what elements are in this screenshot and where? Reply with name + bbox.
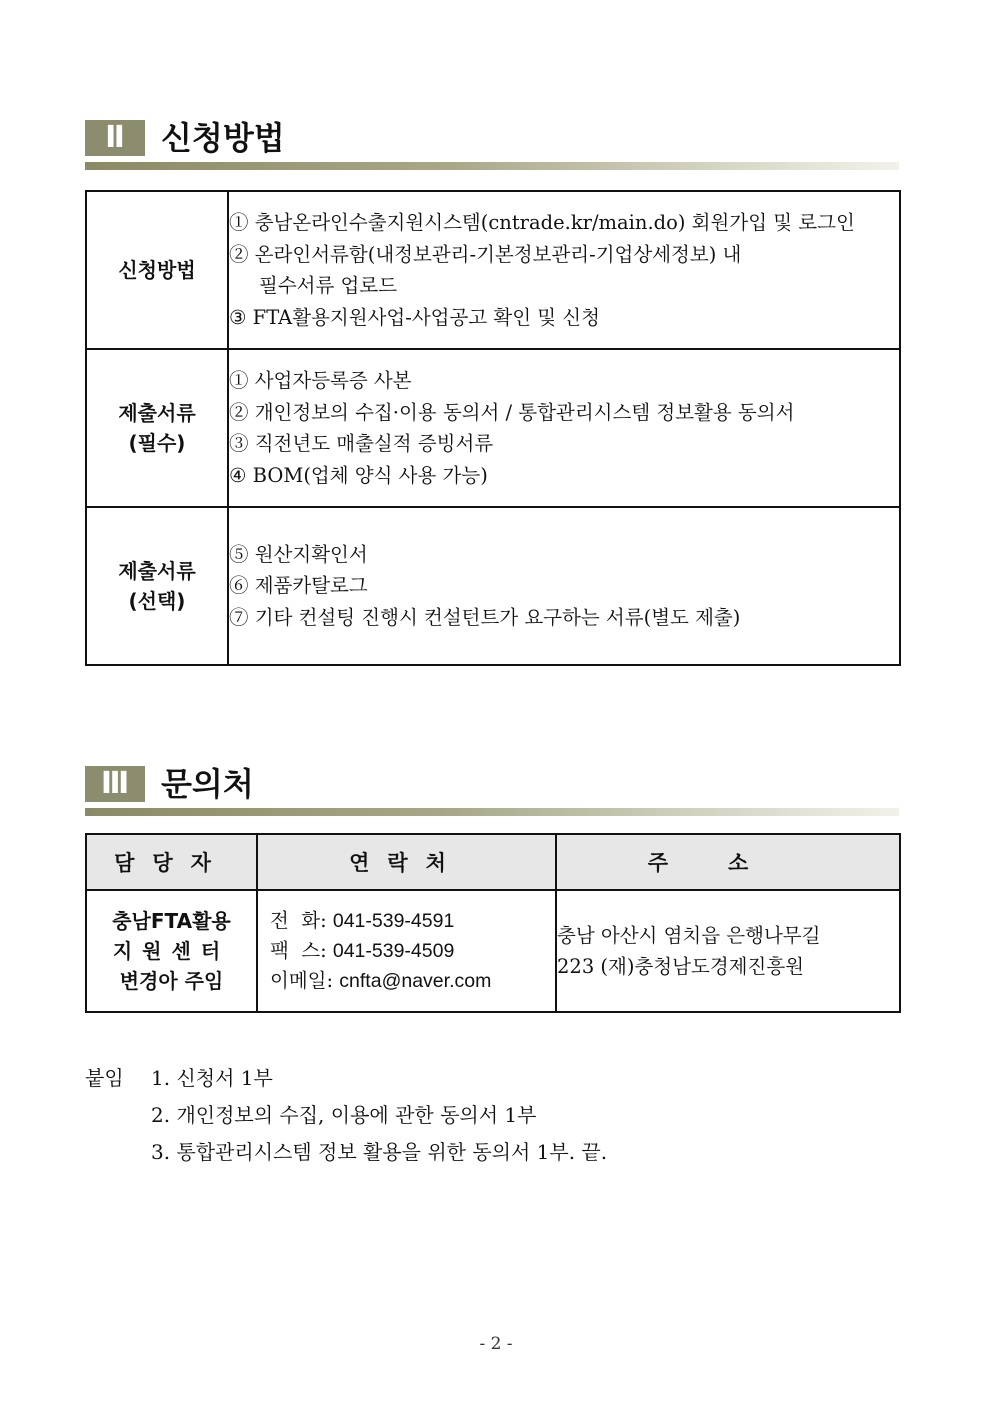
manager-line: 변경아 주임 [119,969,224,993]
section-title: 신청방법 [161,119,285,157]
table-row [86,349,900,507]
list-item: ③ 직전년도 매출실적 증빙서류 [229,432,494,455]
contact-cell [257,890,556,1012]
header-manager: 담당자 [86,834,257,890]
row-label-text: 제출서류 [118,401,196,425]
list-item: ② 개인정보의 수집·이용 동의서 / 통합관리시스템 정보활용 동의서 [229,400,795,424]
attachment-row [85,1060,607,1097]
section-divider [85,808,899,816]
page-number: - 2 - [479,1334,513,1354]
manager-cell [86,890,257,1012]
table-row [86,507,900,665]
row-label-text: (선택) [128,589,186,613]
attachments [85,1060,607,1171]
list-item: ④ BOM(업체 양식 사용 가능) [229,463,488,487]
phone-line [258,906,555,936]
list-item: ⑥ 제품카탈로그 [229,574,368,598]
list-item: ① 사업자등록증 사본 [229,369,412,392]
address-cell [556,890,900,1012]
fax-number: 041-539-4509 [332,940,455,962]
section-number-badge: Ⅲ [85,766,145,802]
header-contact: 연락처 [257,834,556,890]
fax-label: 팩 스: [270,939,327,962]
row-label [86,349,228,507]
address-line: 충남 아산시 염치읍 은행나무길 [557,924,821,947]
row-content [228,349,900,507]
row-label-text: 신청방법 [118,258,196,282]
list-item: ③ FTA활용지원사업-사업공고 확인 및 신청 [229,305,600,329]
attachment-label: 붙임 [85,1066,124,1090]
row-label-text: (필수) [128,431,186,455]
address-line: 223 (재)충청남도경제진흥원 [557,955,805,978]
email-line [258,966,555,996]
row-content [228,507,900,665]
list-item: ① 충남온라인수출지원시스템(cntrade.kr/main.do) 회원가입 및 로그인 [229,211,855,234]
row-label [86,191,228,349]
attachment-item: 2. 개인정보의 수집, 이용에 관한 동의서 1부 [151,1103,537,1127]
section-number-badge: Ⅱ [85,120,145,156]
table-row [86,890,900,1012]
manager-line: 충남FTA활용 [112,909,231,933]
manager-line: 지원센터 [112,939,231,963]
section-2-header [85,120,899,176]
table-row [86,191,900,349]
fax-line [258,936,555,966]
table-header-row [86,834,900,890]
application-method-table [85,190,901,666]
email-address[interactable]: cnfta@naver.com [339,970,492,992]
list-item: 필수서류 업로드 [259,274,398,297]
list-item: ⑤ 원산지확인서 [229,542,368,566]
email-label: 이메일: [270,969,334,992]
section-divider [85,162,899,170]
row-label-text: 제출서류 [118,559,196,583]
row-content [228,191,900,349]
phone-number: 041-539-4591 [332,910,455,932]
header-address: 주소 [556,834,900,890]
attachment-item: 3. 통합관리시스템 정보 활용을 위한 동의서 1부. 끝. [151,1140,608,1164]
attachment-item: 1. 신청서 1부 [151,1066,273,1090]
phone-label: 전 화: [270,909,327,932]
section-3-header [85,766,899,822]
section-title: 문의처 [161,765,254,803]
row-label [86,507,228,665]
contact-table [85,833,901,1013]
list-item: ⑦ 기타 컨설팅 진행시 컨설턴트가 요구하는 서류(별도 제출) [229,605,741,629]
list-item: ② 온라인서류함(내정보관리-기본정보관리-기업상세정보) 내 [229,242,742,266]
